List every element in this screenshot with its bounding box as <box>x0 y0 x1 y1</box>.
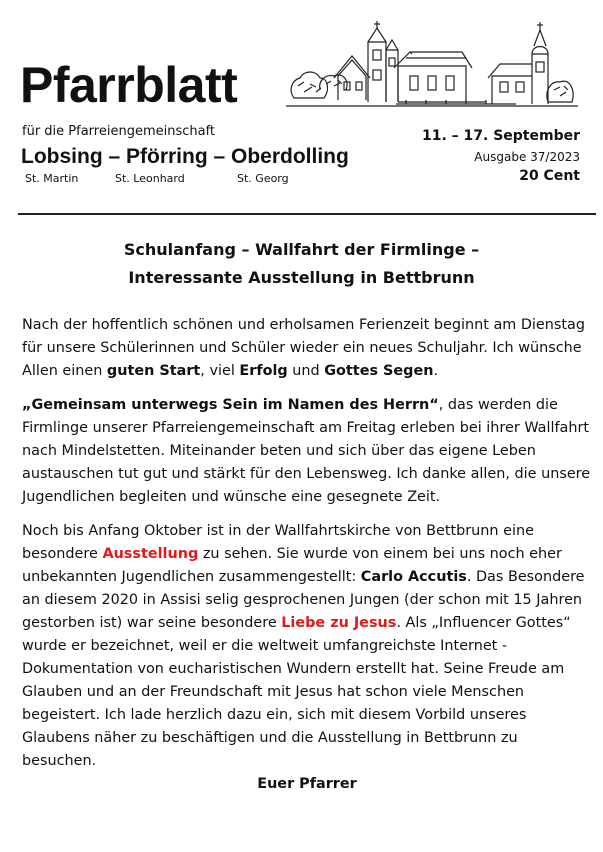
highlight-exhibition: Ausstellung <box>102 546 199 562</box>
issue-price: 20 Cent <box>519 168 580 184</box>
headline-line-1: Schulanfang – Wallfahrt der Firmlinge – <box>123 240 480 259</box>
header-divider <box>18 213 596 215</box>
bold-carlo-accutis: Carlo Accutis <box>360 569 467 585</box>
bold-success: Erfolg <box>239 363 288 379</box>
village-church-sketch <box>286 20 578 110</box>
text-span: . Als „Influencer Gottes“ wurde er bezeichnet, weil er die weltweit umfangreichste Internet - Dokumentation von eucharistischen Wundern erstellt hat. Seine Freude am Glauben und an der Freundschaft mit Jesus hat schon viele Menschen begeistert. Ich lade herzlich dazu ein, sich mit diesem Vorbild unseres Glaubens näher zu beschäftigen und die Ausstellung in Bettbrunn zu besuchen. <box>22 615 571 769</box>
text-span: und <box>287 363 325 379</box>
bold-good-start: guten Start <box>106 363 201 379</box>
text-span: . Das Besondere an diesem 2020 in Assisi selig gesprochenen Jungen (der schon mit 15 Jahren gestorben ist) war seine besondere <box>22 569 585 631</box>
saint-st-georg: St. Georg <box>237 172 289 185</box>
parish-places: Lobsing – Pförring – Oberdolling <box>21 145 349 168</box>
text-span: . <box>433 363 439 379</box>
bold-motto: „Gemeinsam unterwegs Sein im Namen des Herrn“ <box>22 397 439 413</box>
article-headline <box>0 236 603 292</box>
saint-st-martin: St. Martin <box>25 172 79 185</box>
headline-line-2: Interessante Ausstellung in Bettbrunn <box>128 268 475 287</box>
text-span: zu sehen. Sie wurde von einem bei uns noch eher unbekannten Jugendlichen zusammengestellt: <box>22 546 562 585</box>
signature: Euer Pfarrer <box>257 776 357 792</box>
paragraph-school-start <box>22 314 592 383</box>
saint-st-leonhard: St. Leonhard <box>115 172 185 185</box>
text-span: , das werden die Firmlinge unserer Pfarreiengemeinschaft am Freitag erleben bei ihrer Wallfahrt nach Mindelstetten. Miteinander beten und sich über das eigene Leben austauschen tut gut und stärkt für den Lebensweg. Ich danke allen, die unsere Jugendlichen begleiten und wünsche eine gesegnete Zeit. <box>22 397 591 505</box>
newsletter-subtitle: für die Pfarreiengemeinschaft <box>22 124 216 139</box>
text-span: Noch bis Anfang Oktober ist in der Wallfahrtskirche von Bettbrunn eine besondere <box>22 523 534 562</box>
paragraph-pilgrimage <box>22 394 592 509</box>
text-span: , viel <box>200 363 240 379</box>
issue-number: Ausgabe 37/2023 <box>474 150 580 164</box>
paragraph-exhibition <box>22 520 592 796</box>
newsletter-title: Pfarrblatt <box>20 57 238 113</box>
highlight-love-of-jesus: Liebe zu Jesus <box>281 615 397 631</box>
bold-gods-blessing: Gottes Segen <box>324 363 434 379</box>
text-span: Nach der hoffentlich schönen und erholsamen Ferienzeit beginnt am Dienstag für unsere Schülerinnen und Schüler wieder ein neues Schuljahr. Ich wünsche Allen einen <box>22 317 585 379</box>
issue-date: 11. – 17. September <box>421 128 580 144</box>
article-body <box>22 314 592 807</box>
